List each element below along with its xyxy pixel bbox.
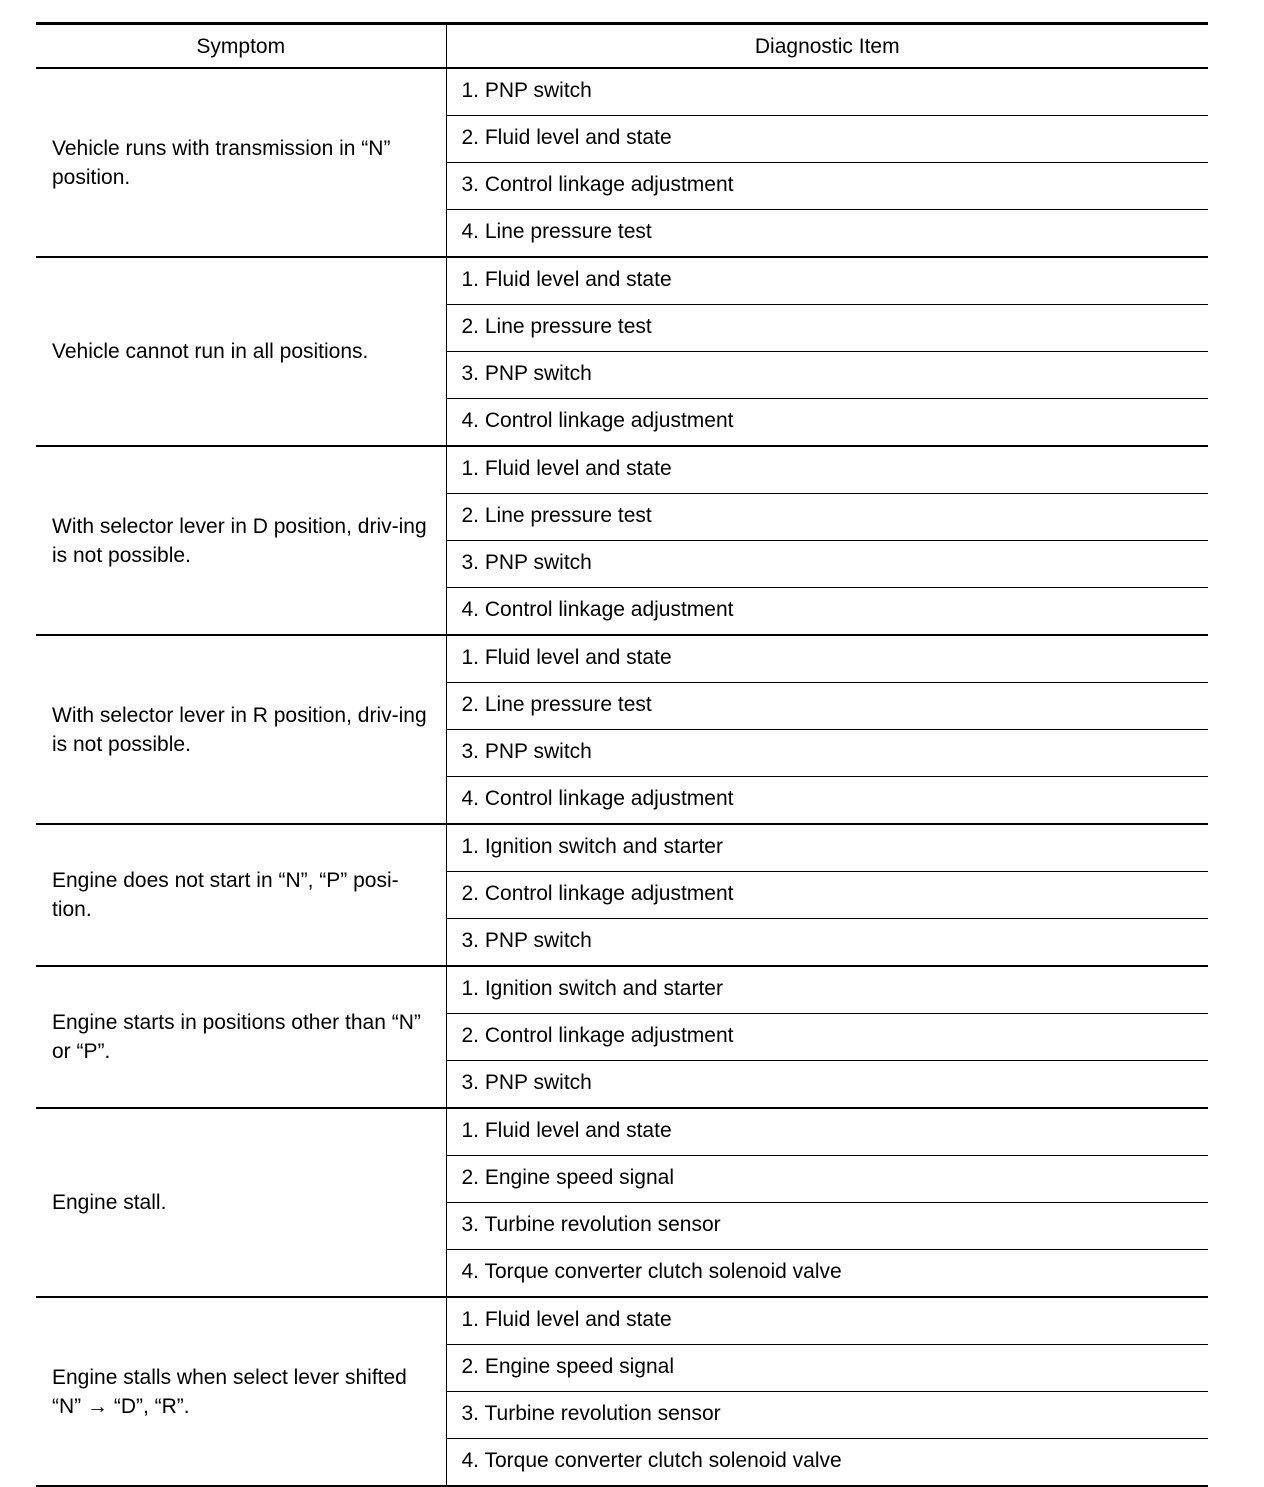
diagnostic-item-cell: 2. Engine speed signal: [446, 1156, 1208, 1203]
diagnostic-item-cell: 4. Torque converter clutch solenoid valve: [446, 1250, 1208, 1298]
diagnostic-item-cell: 1. Fluid level and state: [446, 446, 1208, 494]
symptom-cell: With selector lever in D position, driv-ing is not possible.: [36, 446, 446, 635]
symptom-cell: Engine stall.: [36, 1108, 446, 1297]
diagnostic-item-cell: 2. Line pressure test: [446, 683, 1208, 730]
symptom-cell: Vehicle cannot run in all positions.: [36, 257, 446, 446]
diagnostic-item-cell: 2. Control linkage adjustment: [446, 1014, 1208, 1061]
symptom-cell: Engine stalls when select lever shifted “N” → “D”, “R”.: [36, 1297, 446, 1486]
table-row: [36, 257, 1208, 305]
table-header-row: [36, 24, 1208, 69]
table-row: [36, 68, 1208, 116]
diagnostic-item-cell: 3. Turbine revolution sensor: [446, 1203, 1208, 1250]
symptom-cell: Engine starts in positions other than “N” or “P”.: [36, 966, 446, 1108]
diagnostic-item-cell: 4. Line pressure test: [446, 210, 1208, 258]
diagnostic-item-cell: 3. PNP switch: [446, 919, 1208, 967]
diagnostic-item-cell: 3. Turbine revolution sensor: [446, 1392, 1208, 1439]
symptom-cell: Vehicle runs with transmission in “N” position.: [36, 68, 446, 257]
diagnostic-item-cell: 4. Control linkage adjustment: [446, 588, 1208, 636]
diagnostic-item-cell: 3. PNP switch: [446, 352, 1208, 399]
table-row: [36, 1297, 1208, 1345]
diagnostic-item-cell: 2. Line pressure test: [446, 494, 1208, 541]
diagnostic-item-cell: 4. Control linkage adjustment: [446, 777, 1208, 825]
table-row: [36, 635, 1208, 683]
diagnostic-item-cell: 1. Fluid level and state: [446, 1108, 1208, 1156]
diagnostic-item-cell: 3. Control linkage adjustment: [446, 163, 1208, 210]
diagnostic-item-cell: 1. PNP switch: [446, 68, 1208, 116]
diagnostic-item-cell: 2. Engine speed signal: [446, 1345, 1208, 1392]
diagnostic-item-cell: 1. Fluid level and state: [446, 257, 1208, 305]
diagnostic-item-cell: 1. Ignition switch and starter: [446, 824, 1208, 872]
diagnostic-item-cell: 3. PNP switch: [446, 730, 1208, 777]
table-row: [36, 1108, 1208, 1156]
diagnostic-item-cell: 1. Fluid level and state: [446, 1297, 1208, 1345]
diagnostic-item-header: Diagnostic Item: [446, 24, 1208, 69]
diagnostic-item-cell: 4. Control linkage adjustment: [446, 399, 1208, 447]
diagnostic-item-cell: 3. PNP switch: [446, 541, 1208, 588]
diagnostic-item-cell: 3. PNP switch: [446, 1061, 1208, 1109]
table-body: [36, 68, 1208, 1486]
symptom-cell: Engine does not start in “N”, “P” posi-tion.: [36, 824, 446, 966]
table-row: [36, 824, 1208, 872]
diagnostic-item-cell: 1. Ignition switch and starter: [446, 966, 1208, 1014]
diagnostic-item-cell: 4. Torque converter clutch solenoid valve: [446, 1439, 1208, 1487]
symptom-cell: With selector lever in R position, driv-ing is not possible.: [36, 635, 446, 824]
diagnostic-item-cell: 2. Control linkage adjustment: [446, 872, 1208, 919]
diagnostic-item-cell: 2. Line pressure test: [446, 305, 1208, 352]
table-row: [36, 966, 1208, 1014]
diagnosis-table: [36, 22, 1208, 1487]
diagnostic-item-cell: 1. Fluid level and state: [446, 635, 1208, 683]
symptom-header: Symptom: [36, 24, 446, 69]
table-row: [36, 446, 1208, 494]
diagnostic-item-cell: 2. Fluid level and state: [446, 116, 1208, 163]
